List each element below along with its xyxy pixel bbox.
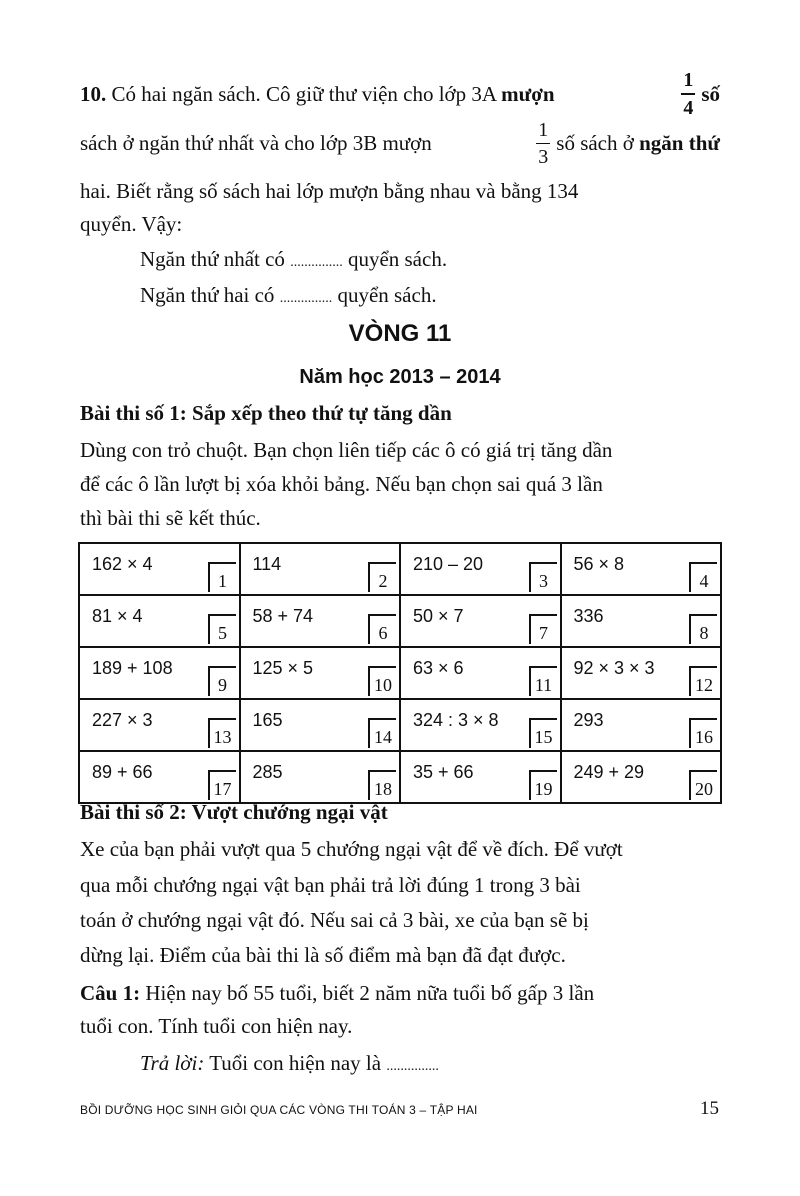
school-year: Năm học 2013 – 2014 [299, 366, 501, 388]
answer-label: Trả lời: [140, 1051, 205, 1075]
cell-index-box: 6 [368, 614, 396, 644]
cell-expression: 162 × 4 [92, 554, 153, 574]
cell-expression: 92 × 3 × 3 [573, 658, 655, 678]
cell-expression: 58 + 74 [252, 606, 314, 626]
cell-expression: 125 × 5 [252, 658, 314, 678]
cell-expression: 210 – 20 [413, 554, 484, 574]
problem-text: số sách ở [556, 131, 634, 155]
cell-expression: 249 + 29 [573, 762, 645, 782]
problem-text: sách ở ngăn thứ nhất và cho lớp 3B mượn [80, 131, 432, 155]
cell-expression: 114 [252, 554, 282, 574]
cell-index-box: 15 [529, 718, 557, 748]
cell-expression: 165 [252, 710, 283, 730]
grid-cell[interactable] [561, 595, 722, 647]
test-2-heading: Bài thi số 2: Vượt chướng ngại vật [80, 800, 388, 824]
problem-10-line-3: hai. Biết rằng số sách hai lớp mượn bằng nhau và bằng 134 [80, 179, 579, 203]
grid-cell[interactable] [400, 699, 561, 751]
round-title: VÒNG 11 [348, 320, 452, 347]
grid-row [79, 595, 721, 647]
grid-cell[interactable] [240, 699, 401, 751]
cell-expression: 89 + 66 [92, 762, 153, 782]
ordering-grid [78, 542, 722, 804]
grid-cell[interactable] [240, 751, 401, 803]
grid-cell[interactable] [79, 647, 240, 699]
grid-cell[interactable] [561, 751, 722, 803]
grid-cell[interactable] [79, 699, 240, 751]
cell-expression: 293 [573, 710, 604, 730]
problem-10-line-1 [80, 70, 720, 118]
test-2-line-1: Xe của bạn phải vượt qua 5 chướng ngại vật để về đích. Để vượt [80, 837, 623, 861]
cell-expression: 63 × 6 [413, 658, 464, 678]
problem-text-bold: ngăn thứ [639, 131, 720, 155]
question-label: Câu 1: [80, 981, 141, 1005]
cell-expression: 227 × 3 [92, 710, 153, 730]
grid-cell[interactable] [240, 647, 401, 699]
cell-expression: 324 : 3 × 8 [413, 710, 499, 730]
cell-index-box: 7 [529, 614, 557, 644]
cell-index-box: 2 [368, 562, 396, 592]
cell-index-box: 3 [529, 562, 557, 592]
cell-index-box: 20 [689, 770, 717, 800]
cell-index-box: 10 [368, 666, 396, 696]
cell-index-box: 9 [208, 666, 236, 696]
grid-cell[interactable] [561, 699, 722, 751]
cell-index-box: 1 [208, 562, 236, 592]
cell-index-box: 12 [689, 666, 717, 696]
cell-expression: 50 × 7 [413, 606, 464, 626]
answer-blank: ............... [290, 255, 343, 270]
answer-blank: ............... [279, 291, 333, 306]
grid-row [79, 699, 721, 751]
test-1-line-2: để các ô lần lượt bị xóa khỏi bảng. Nếu bạn chọn sai quá 3 lần [80, 472, 603, 496]
answer-line-1: Ngăn thứ nhất có ............... quyển sách. [140, 247, 448, 271]
grid-cell[interactable] [79, 751, 240, 803]
test-1-heading: Bài thi số 1: Sắp xếp theo thứ tự tăng dần [80, 401, 452, 425]
cell-index-box: 8 [689, 614, 717, 644]
cell-index-box: 17 [208, 770, 236, 800]
problem-text-bold: số [701, 81, 720, 106]
fraction-one-quarter: $\frac{1}{4}$ [683, 69, 694, 119]
grid-cell[interactable] [79, 595, 240, 647]
cell-expression: 56 × 8 [573, 554, 625, 574]
problem-number: 10. [80, 81, 107, 106]
test-1-line-1: Dùng con trỏ chuột. Bạn chọn liên tiếp các ô có giá trị tăng dần [80, 438, 613, 462]
problem-text: Có hai ngăn sách. Cô giữ thư viện cho lớp 3A [111, 81, 496, 106]
answer-blank: ............... [386, 1059, 439, 1074]
cell-index-box: 5 [208, 614, 236, 644]
question-1-line-2: tuổi con. Tính tuổi con hiện nay. [80, 1014, 353, 1038]
grid-cell[interactable] [400, 647, 561, 699]
test-1-line-3: thì bài thi sẽ kết thúc. [80, 506, 261, 530]
grid-cell[interactable] [561, 543, 722, 595]
cell-index-box: 13 [208, 718, 236, 748]
cell-expression: 336 [573, 606, 604, 626]
test-2-line-2: qua mỗi chướng ngại vật bạn phải trả lời đúng 1 trong 3 bài [80, 873, 581, 897]
grid-cell[interactable] [561, 647, 722, 699]
grid-cell[interactable] [79, 543, 240, 595]
grid-cell[interactable] [240, 595, 401, 647]
grid-row [79, 543, 721, 595]
problem-10-line-4: quyển. Vậy: [80, 212, 183, 236]
problem-text-bold: mượn [501, 81, 555, 106]
grid-cell[interactable] [400, 595, 561, 647]
test-2-line-4: dừng lại. Điểm của bài thi là số điểm mà bạn đã đạt được. [80, 943, 566, 967]
cell-index-box: 19 [529, 770, 557, 800]
grid-row [79, 647, 721, 699]
cell-expression: 189 + 108 [92, 658, 173, 678]
grid-cell[interactable] [240, 543, 401, 595]
question-1-answer: Trả lời: Tuổi con hiện nay là ............... [140, 1051, 439, 1075]
test-2-line-3: toán ở chướng ngại vật đó. Nếu sai cả 3 bài, xe của bạn sẽ bị [80, 908, 589, 932]
grid-cell[interactable] [400, 751, 561, 803]
cell-expression: 35 + 66 [413, 762, 474, 782]
problem-10-line-2 [80, 120, 720, 167]
grid-row [79, 751, 721, 803]
book-title-footer: BỒI DƯỠNG HỌC SINH GIỎI QUA CÁC VÒNG THI TOÁN 3 – TẬP HAI [80, 1103, 478, 1117]
cell-index-box: 14 [368, 718, 396, 748]
fraction-one-third: $\frac{1}{3}$ [538, 119, 549, 168]
cell-index-box: 16 [689, 718, 717, 748]
cell-expression: 81 × 4 [92, 606, 143, 626]
page-number: 15 [700, 1098, 719, 1119]
cell-index-box: 18 [368, 770, 396, 800]
answer-line-2: Ngăn thứ hai có ............... quyển sách. [140, 283, 437, 307]
question-1-line-1: Câu 1: Hiện nay bố 55 tuổi, biết 2 năm nữa tuổi bố gấp 3 lần [80, 981, 595, 1005]
cell-index-box: 4 [689, 562, 717, 592]
cell-index-box: 11 [529, 666, 557, 696]
grid-cell[interactable] [400, 543, 561, 595]
cell-expression: 285 [252, 762, 283, 782]
